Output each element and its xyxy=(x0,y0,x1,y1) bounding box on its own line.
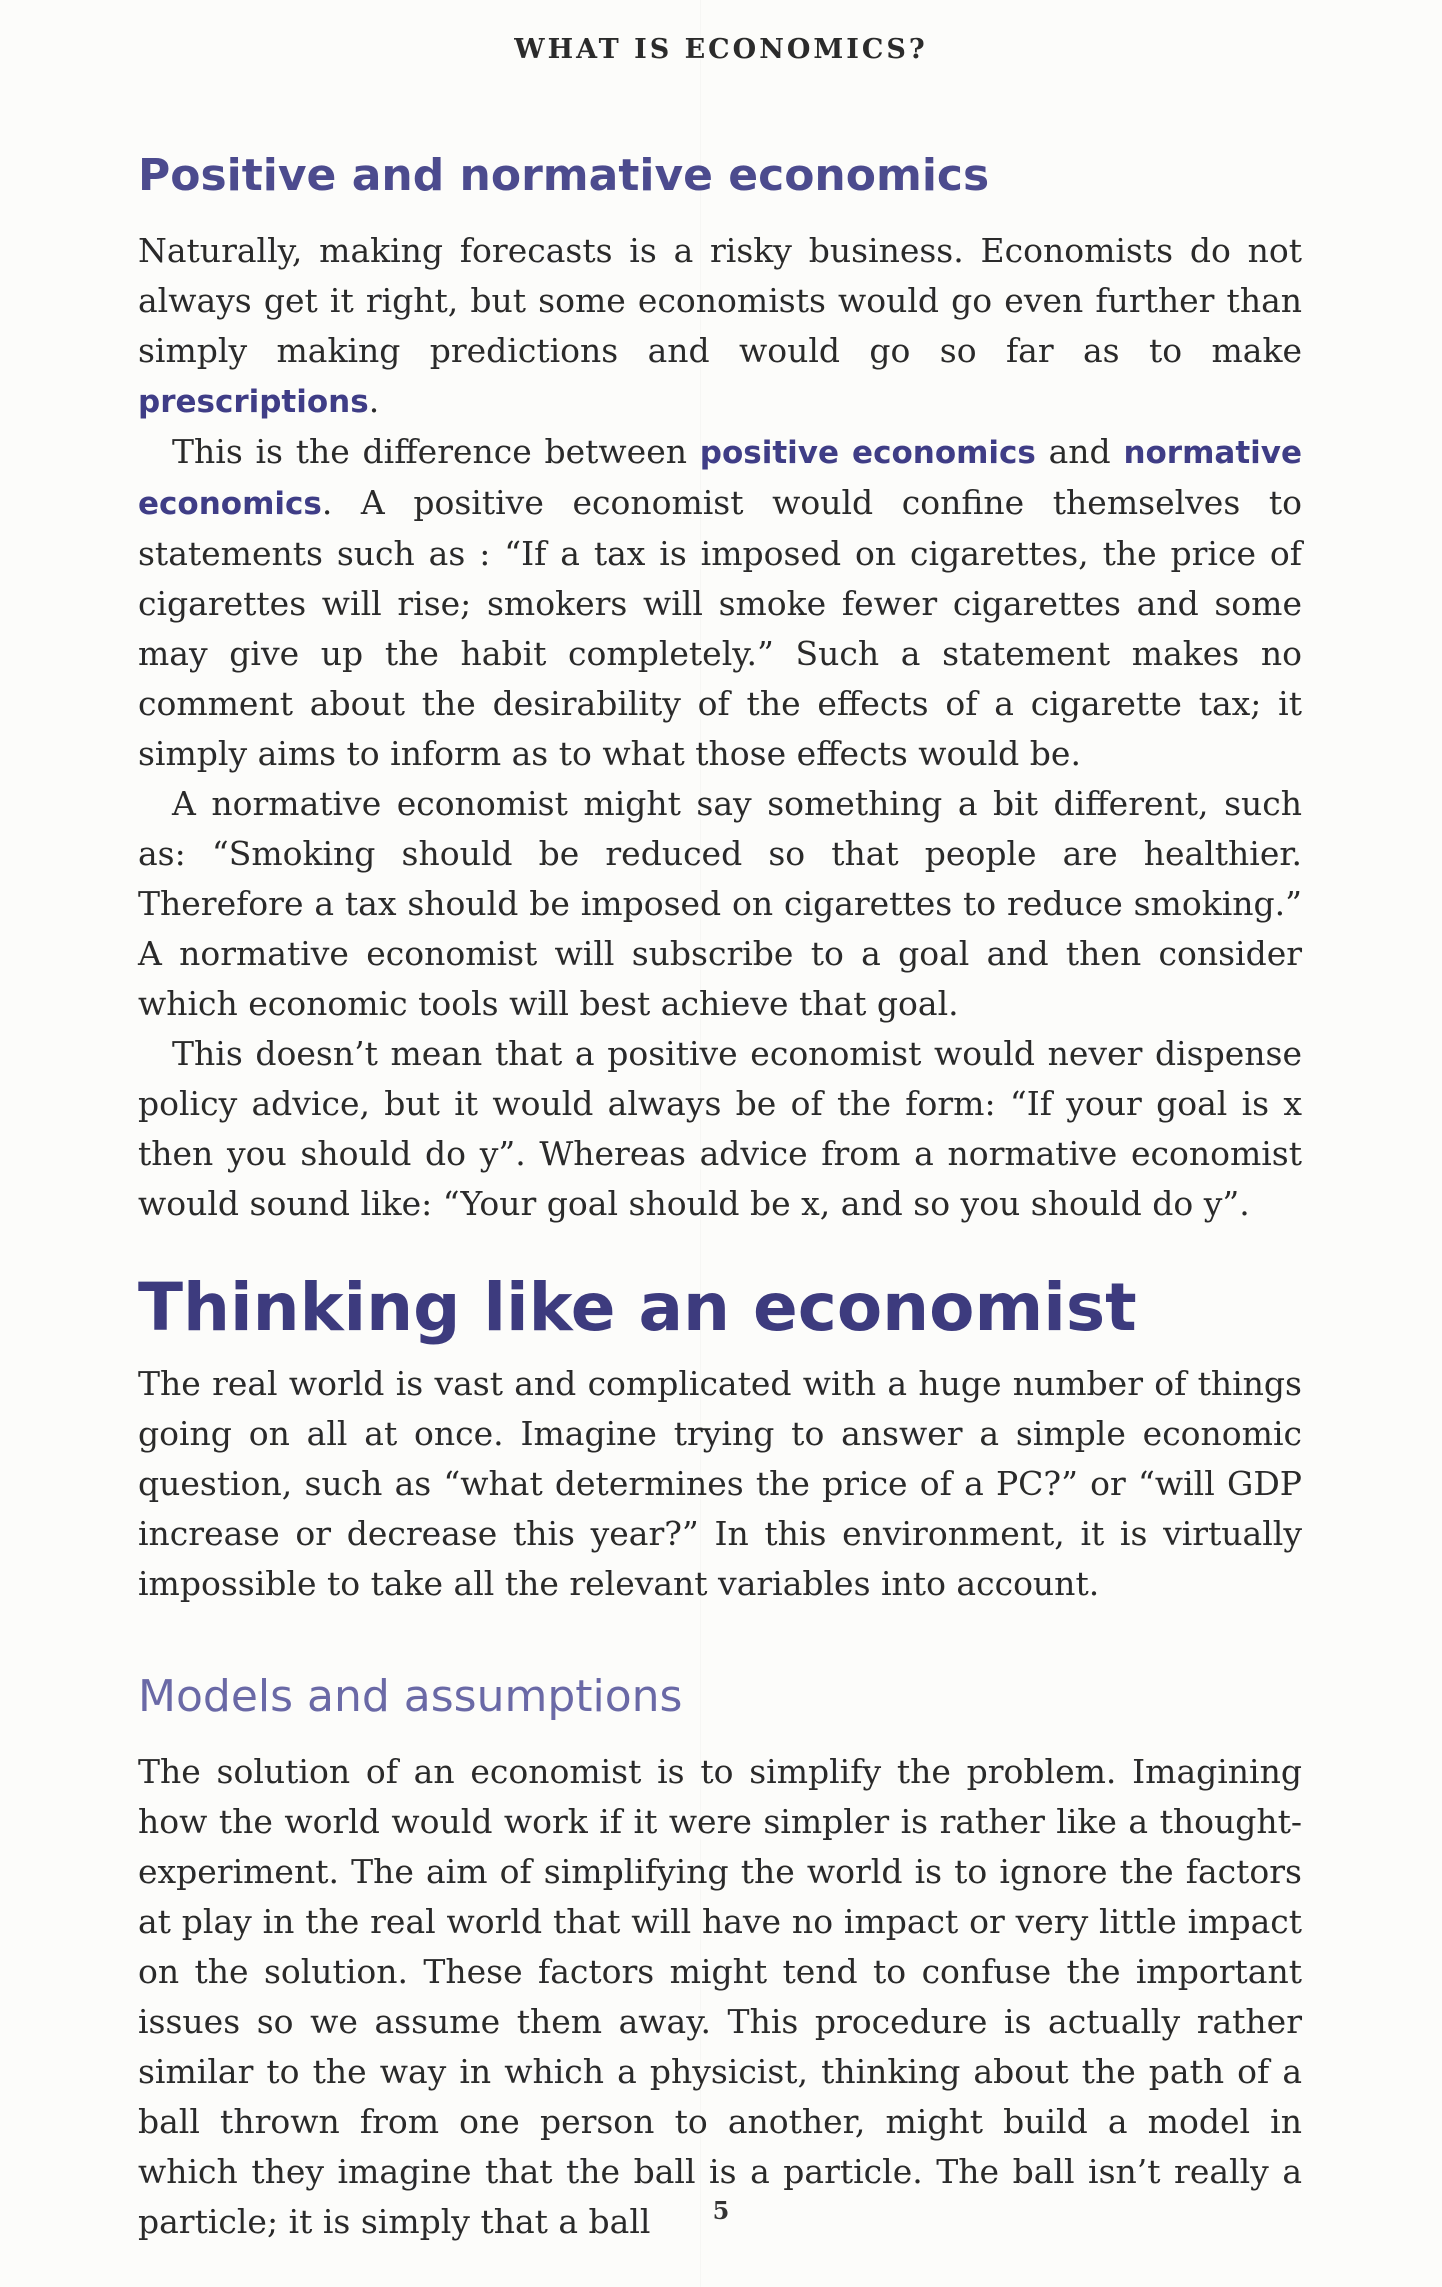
paragraph: Naturally, making forecasts is a risky business. Economists do not always get it right, but some economists would go even further than simply making predictions and would go so far as to make prescriptions. xyxy=(138,231,1302,420)
running-head: WHAT IS ECONOMICS? xyxy=(514,34,928,65)
paragraph: The solution of an economist is to simplify the problem. Imagining how the world would work if it were simpler is rather like a thought-experiment. The aim of simplifying the world is to ignore the factors at play in the real world that will have no impact or very little impact on the solution. These factors might tend to confuse the important issues so we assume them away. This procedure is actually rather similar to the way in which a physicist, thinking about the path of a ball thrown from one person to another, might build a model in which they imagine that the ball is a particle. The ball isn’t really a particle; it is simply that a ball xyxy=(138,1752,1302,2241)
section-heading-models: Models and assumptions xyxy=(138,1671,683,1722)
keyword-prescriptions: prescriptions xyxy=(138,384,369,420)
chapter-heading-thinking: Thinking like an economist xyxy=(138,1269,1137,1346)
paragraph: A normative economist might say something a bit different, such as: “Smoking should be reduced so that people are healthier. Therefore a tax should be imposed on cigarettes to reduce smoking.” A normative economist will subscribe to a goal and then consider which economic tools will best achieve that goal. xyxy=(138,784,1302,1023)
keyword-positive-economics: positive economics xyxy=(699,435,1036,471)
keyword-normative-economics: normative economics xyxy=(138,435,1302,522)
paragraph: The real world is vast and complicated with a huge number of things going on all at once. Imagine trying to answer a simple economic question, such as “what determines the price of a PC?” or “will GDP increase or decrease this year?” In this environment, it is virtually impossible to take all the relevant variables into account. xyxy=(138,1364,1302,1603)
page-number: 5 xyxy=(712,2196,730,2225)
paragraph: This doesn’t mean that a positive economist would never dispense policy advice, but it would always be of the form: “If your goal is x then you should do y”. Whereas advice from a normative economist would sound like: “Your goal should be x, and so you should do y”. xyxy=(138,1034,1302,1223)
page-body xyxy=(138,140,1302,2247)
paragraph: This is the difference between positive economics and normative economics. A positive economist would confine themselves to statements such as : “If a tax is imposed on cigarettes, the price of cigarettes will rise; smokers will smoke fewer cigarettes and some may give up the habit completely.” Such a statement makes no comment about the desirability of the effects of a cigarette tax; it simply aims to inform as to what those effects would be. xyxy=(138,432,1302,773)
section-heading-positive-normative: Positive and normative economics xyxy=(138,150,990,201)
